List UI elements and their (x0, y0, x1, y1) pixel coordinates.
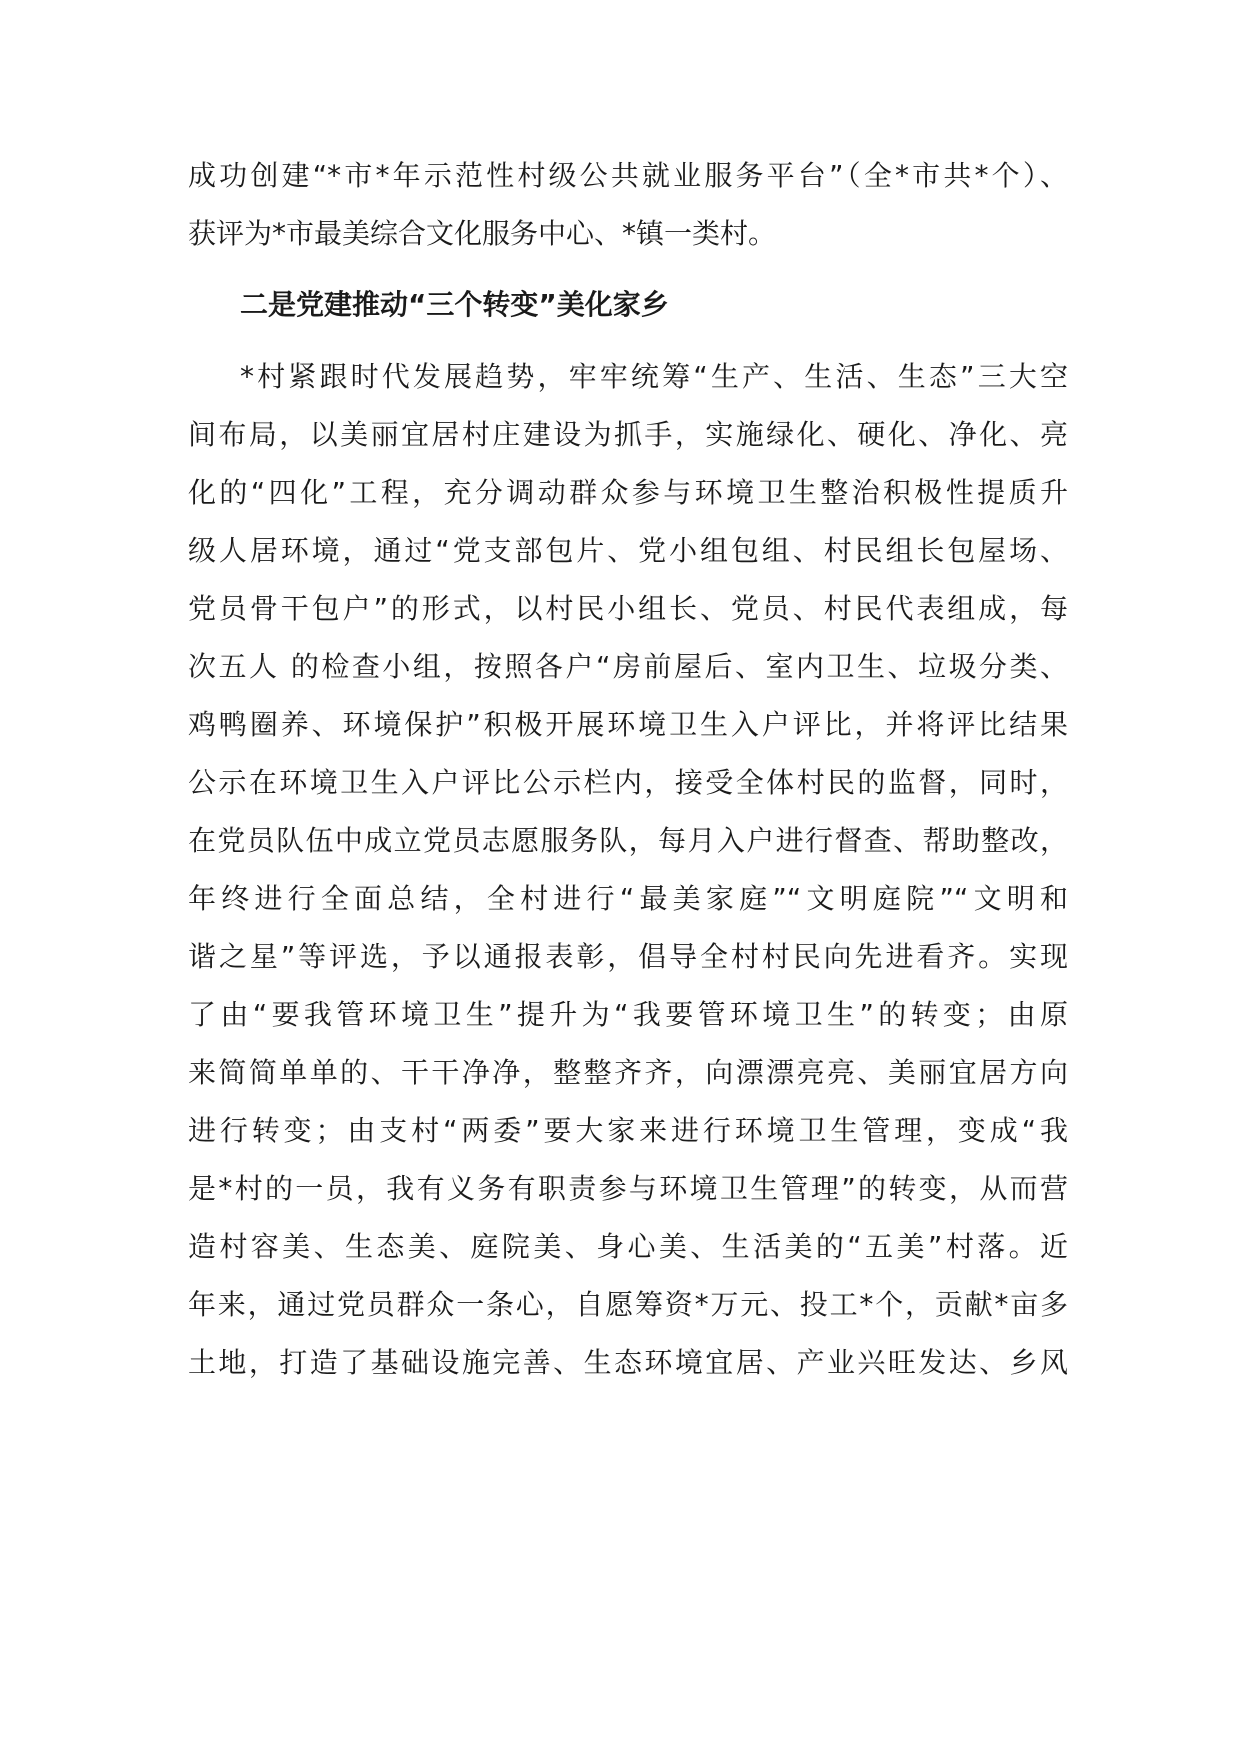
body-line-16: 造村容美、生态美、庭院美、身心美、生活美的“五美”村落。近 (188, 1230, 1068, 1263)
body-line-7: 鸡鸭圈养、环境保护”积极开展环境卫生入户评比，并将评比结果 (188, 708, 1068, 741)
body-line-2: 间布局，以美丽宜居村庄建设为抓手，实施绿化、硬化、净化、亮 (188, 418, 1068, 451)
section-heading: 二是党建推动“三个转变”美化家乡 (240, 288, 669, 321)
body-line-8: 公示在环境卫生入户评比公示栏内，接受全体村民的监督，同时， (188, 766, 1068, 799)
body-line-12: 了由“要我管环境卫生”提升为“我要管环境卫生”的转变；由原 (188, 998, 1068, 1031)
body-line-6: 次五人 的检查小组，按照各户“房前屋后、室内卫生、垃圾分类、 (188, 650, 1068, 683)
body-line-3: 化的“四化”工程，充分调动群众参与环境卫生整治积极性提质升 (188, 476, 1068, 509)
body-line-10: 年终进行全面总结，全村进行“最美家庭”“文明庭院”“文明和 (188, 882, 1068, 915)
body-line-9: 在党员队伍中成立党员志愿服务队，每月入户进行督查、帮助整改， (188, 824, 1068, 857)
body-line-14: 进行转变；由支村“两委”要大家来进行环境卫生管理，变成“我 (188, 1114, 1068, 1147)
body-line-4: 级人居环境，通过“党支部包片、党小组包组、村民组长包屋场、 (188, 534, 1068, 567)
body-line-18: 土地，打造了基础设施完善、生态环境宜居、产业兴旺发达、乡风 (188, 1346, 1068, 1379)
body-line-13: 来简简单单的、干干净净，整整齐齐，向漂漂亮亮、美丽宜居方向 (188, 1056, 1068, 1089)
body-line-5: 党员骨干包户”的形式，以村民小组长、党员、村民代表组成，每 (188, 592, 1068, 625)
body-line-11: 谐之星”等评选，予以通报表彰，倡导全村村民向先进看齐。实现 (188, 940, 1068, 973)
intro-line-1: 成功创建“*市*年示范性村级公共就业服务平台”（全*市共*个）、 (188, 159, 1068, 192)
body-line-1: *村紧跟时代发展趋势，牢牢统筹“生产、生活、生态”三大空 (240, 360, 1068, 393)
intro-line-2: 获评为*市最美综合文化服务中心、*镇一类村。 (188, 217, 777, 250)
body-line-15: 是*村的一员，我有义务有职责参与环境卫生管理”的转变，从而营 (188, 1172, 1068, 1205)
body-line-17: 年来，通过党员群众一条心，自愿筹资*万元、投工*个，贡献*亩多 (188, 1288, 1068, 1321)
